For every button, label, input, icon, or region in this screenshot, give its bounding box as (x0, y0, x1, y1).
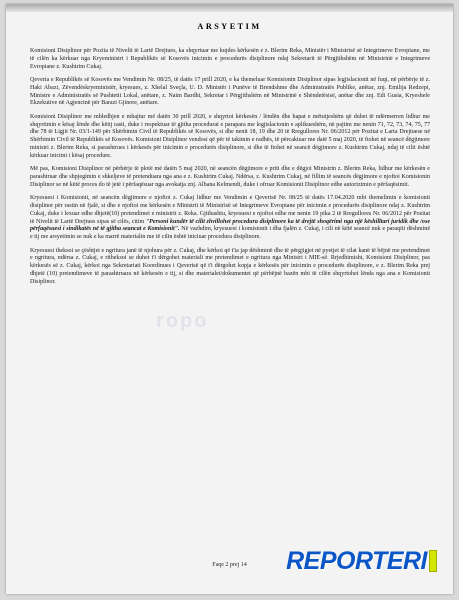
paragraph-3: Komisioni Disiplinor me mbledhjen e mbajtur më datën 30 prill 2020, e shqyrtoi kërkesën / lëndën dhe hapat e mëtutjeshëm që duhet të ndërmerren lidhur me shqyrtimin e kësaj lënde dhe këtij rasti, duke i respektuar të gjitha procedurat e parapara me legjislacionin e aplikueshëm, në pajtim me nenin 71, 72, 73, 74, 75, 77 dhe 78 të Ligjit Nr. 03/1-149 për Shërbimin Civil të Republikës së Kosovës, si dhe nenit 18, 19 dhe 20 të Rregullores Nr. 06/2012 për Pozitat e Larta Drejtuese në Shërbimin Civil të Republikës së Kosovës. Komisioni Disiplinor vendosi që për të takimin e radhës, të përcaktuar me datë 5 maj 2020, të ftohet në seancë dëgjimore ministri z. Blerim Reka, si parashtrues i kërkesës për inicimin e procedurës disiplinore, si dhe të ftohet në seancë dëgjimore z. Kushtrim Cukaj, ndaj të cilit është kërkuar inicimi i kësaj procedure. (30, 113, 430, 159)
document-title: ARSYETIM (197, 22, 262, 31)
document-body (30, 48, 430, 292)
document-page (6, 4, 453, 594)
paragraph-6: Kryesuesi theksoi se çështjet e ngritura janë të njohura për z. Cukaj, dhe kërkoi që t'ia jap dëshminë dhe të përgjigjet në pyetjet të cilat kanë të bëjnë me pretendimet e ngritura, ndërsa z. Cukaj, e ritheksoi se duhet t'i dërgohet materiali me pretendimet e ngritura nga Ministri i MIE-së. Rrjedhimisht, Komisioni Disiplinor, pas kërkesës së z. Cukaj, kërkoi nga Sekretariati Koordinues i Qeverisë që t'i dërgohet kopja e kërkesës për inicimin e procedurës disiplinore, e z. Blerim Reka prej dhjetë (10) pretendimeve të parashtruara në kërkesën e tij, si dhe materialet/dokumentet që përbëjnë bazën mbi të cilën shqyrtohet lënda nga ana e Komisionit Disiplinor. (30, 247, 430, 285)
paragraph-5-continued: Në vazhdim, kryesuesi i komisionit i dha fjalën z. Cukaj, i cili në këtë seancë nuk e paraqiti dëshminë e tij me arsyetimin se nuk e ka marrë materialin me të cilin është iniciuar procedura disiplinore. (30, 226, 431, 241)
watermark: ropo (156, 310, 209, 332)
paragraph-4: Më pas, Komisioni Disiplinor në përbërje të plotë më datën 5 maj 2020, në seancën dëgjimore e priti dhe e dëgjoi Ministrin z. Blerim Reka, lidhur me kërkesën e parashtruar dhe shpjegimin e shkeljeve të pretenduara nga ana e z. Kushtrim Cukaj. Ndërsa, z. Kushtrim Cukaj, në fillim të seancës dëgjimore e njoftoi Komisionin Disiplinor se në këtë proces do të jetë i përfaqësuar nga avokatja znj. Albana Kelmendi, duke i ofruar Komisionit Disiplinor edhe autorizimin e përfaqësimit. (30, 166, 430, 188)
paragraph-5-text: Kryesuesi i Komisionit, në seancën dëgjimore e njoftoi z. Cukaj lidhur me Vendimin e Qeverisë Nr. 08/25 të datës 17.04.2020 mbi themelimin e komisionit disiplinor për rastin në fjalë, si dhe e njoftoi me kërkesën e Ministrit të Ministrisë së Integrimeve Evropiane për inicimin e procedurës disiplinore ndaj z. Kushtrim Cukaj, duke i lexuar edhe dhjetë(10) pretendimet e ministrit z. Reka. Gjithashtu, kryesuesi e njoftoi edhe me nenin 19 pika 2 të Rregullores Nr. 06/2012 për Pozitat të Nivelit të Lartë Drejtues sipas së cilës, citim (30, 195, 430, 225)
paragraph-5 (30, 195, 430, 242)
regulation-quote: "Personi kundër të cilit zhvillohet procedura disiplinore ka të drejtë shoqërimi nga një këshilltari juridik dhe /ose përfaqësuesi i sindikatës në të gjitha seancat e Komisionit". (30, 218, 430, 233)
reporteri-logo (286, 548, 437, 574)
paragraph-2: Qeveria e Republikës së Kosovës me Vendimin Nr. 08/25, të datës 17 prill 2020, e ka themeluar Komisionin Disiplinor sipas legjislacionit në fuqi, në përbërje të z. Haki Abazi, Zëvendëskryeministër, kryesues, z. Xhelal Sveçla, U. D. Ministër i Punëve të Brendshme dhe Administratës Publike, anëtar, znj. Emilija Redzepi, Ministre e Administratës së Pushtetit Lokal, anëtare, z. Naim Bardhi, Sekretar i Përgjithshëm në Ministrinë e Shëndetësisë, anëtar dhe znj. Edi Gusia, Kryeshefe Ekzekutive në Agjencinë për Barazi Gjinore, anëtare. (30, 76, 430, 107)
scan-edge (6, 4, 453, 12)
logo-accent-bar (429, 550, 437, 572)
reporteri-logo-text: REPORTERI (286, 546, 427, 575)
paragraph-1: Komisioni Disiplinor për Pozita të Nivelit të Lartë Drejtues, ka shqyrtuar me kujdes kërkesën e z. Blerim Reka, Ministër i Ministrisë së Integrimeve Evropiane, me të cilën ka kërkuar nga Kryeministri i Republikës së Kosovës inicimin e procedurës disiplinore ndaj Sekretarit të Përgjithshëm në Ministrinë e Integrimeve Evropiane z. Kushtrim Cukaj. (30, 48, 430, 70)
page-number: Faqe 2 prej 14 (212, 562, 247, 568)
